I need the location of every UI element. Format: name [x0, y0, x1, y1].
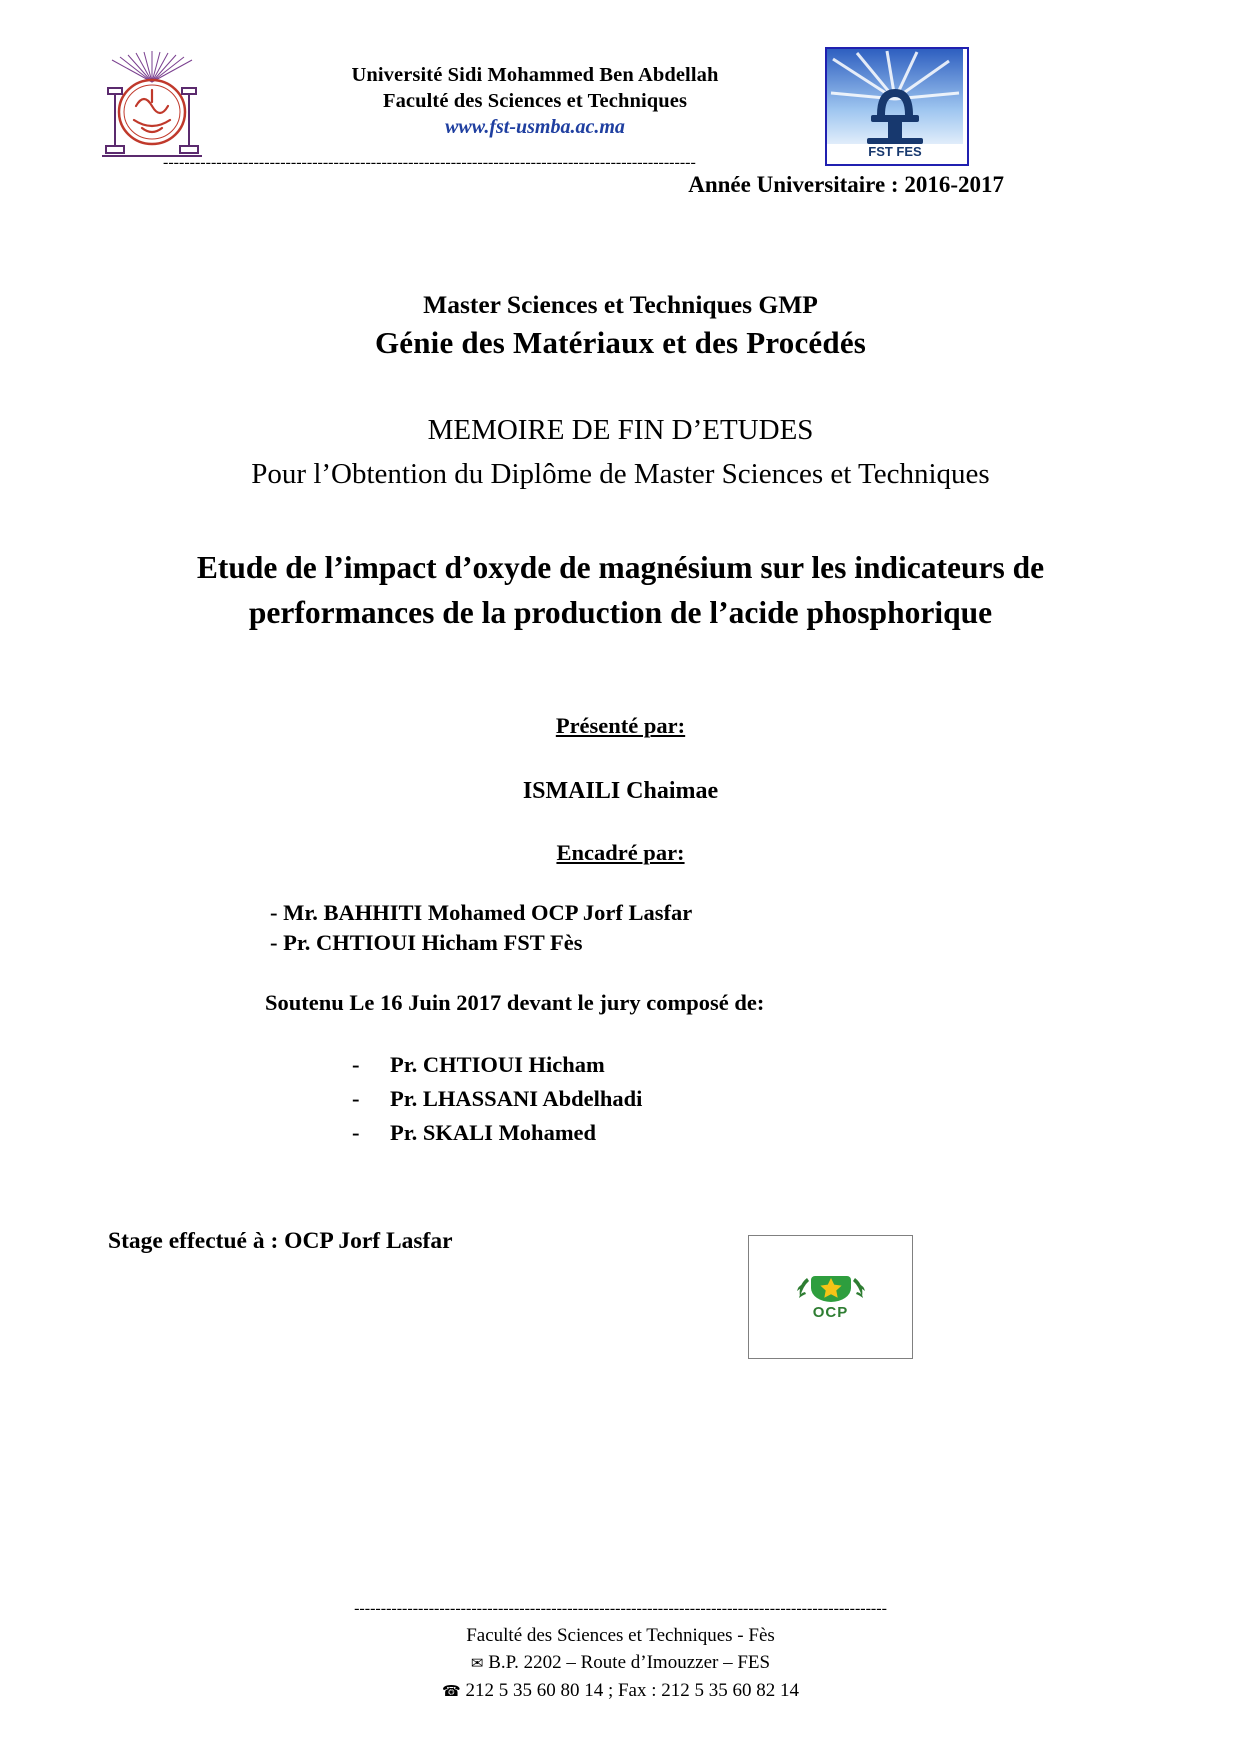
presented-by-text: Présenté par:: [555, 713, 686, 738]
university-name: Université Sidi Mohammed Ben Abdellah: [351, 64, 719, 86]
jury-list: [352, 1048, 642, 1150]
list-item: - Pr. CHTIOUI Hicham FST Fès: [270, 930, 583, 955]
header-institution-block: [250, 62, 820, 141]
presented-by-label: [0, 713, 1241, 739]
list-item: [352, 1048, 642, 1082]
memoire-line-2: Pour l’Obtention du Diplôme de Master Sciences et Techniques: [251, 458, 990, 490]
memoire-block: [0, 408, 1241, 496]
ocp-logo-text: OCP: [812, 1304, 849, 1321]
internship-line: Stage effectué à : OCP Jorf Lasfar: [108, 1228, 453, 1254]
program-name: Génie des Matériaux et des Procédés: [374, 325, 867, 360]
academic-year: Année Universitaire : 2016-2017: [688, 172, 1004, 197]
ocp-logo: [783, 1266, 879, 1328]
supervised-by-text: Encadré par:: [556, 840, 685, 865]
document-footer: [0, 1600, 1241, 1705]
author-name: ISMAILI Chaimae: [522, 778, 719, 804]
footer-phone: 212 5 35 60 80 14 ; Fax : 212 5 35 60 82 14: [465, 1680, 799, 1701]
usmba-university-seal-logo: [82, 50, 222, 165]
supervisors-list: [270, 898, 692, 958]
mail-icon: ✉: [470, 1654, 484, 1672]
footer-phone-row: [0, 1677, 1241, 1705]
footer-faculty: Faculté des Sciences et Techniques - Fès: [466, 1625, 775, 1646]
jury-bullet: -: [352, 1086, 360, 1111]
list-item: - Mr. BAHHITI Mohamed OCP Jorf Lasfar: [270, 900, 693, 925]
list-item: [352, 1116, 642, 1150]
jury-member-name: Pr. SKALI Mohamed: [390, 1120, 597, 1145]
footer-divider: ----------------------------------------------------------------------------------------------------: [354, 1600, 887, 1617]
footer-address: B.P. 2202 – Route d’Imouzzer – FES: [488, 1652, 771, 1673]
memoire-line-1: MEMOIRE DE FIN D’ETUDES: [427, 414, 814, 446]
thesis-title: Etude de l’impact d’oxyde de magnésium sur les indicateurs de performances de la production de l’acide phosphorique: [196, 550, 1045, 630]
jury-bullet: -: [352, 1120, 360, 1145]
jury-member-name: Pr. CHTIOUI Hicham: [390, 1052, 605, 1077]
list-item: [352, 1082, 642, 1116]
footer-address-row: [0, 1649, 1241, 1677]
faculty-name: Faculté des Sciences et Techniques: [382, 90, 688, 112]
phone-icon: ☎: [442, 1682, 461, 1700]
website-url: www.fst-usmba.ac.ma: [445, 116, 625, 138]
header-divider: ----------------------------------------------------------------------------------------------------: [163, 154, 696, 171]
defense-line: Soutenu Le 16 Juin 2017 devant le jury composé de:: [265, 990, 765, 1015]
jury-member-name: Pr. LHASSANI Abdelhadi: [390, 1086, 643, 1111]
document-header: [0, 42, 1241, 171]
fst-fes-logo: [825, 47, 969, 166]
svg-text:FST FES: FST FES: [868, 144, 922, 159]
ocp-logo-frame: [748, 1235, 913, 1359]
jury-bullet: -: [352, 1052, 360, 1077]
master-program-line: Master Sciences et Techniques GMP: [423, 290, 818, 319]
ocp-star-icon: [791, 1273, 871, 1305]
supervised-by-label: [0, 840, 1241, 866]
